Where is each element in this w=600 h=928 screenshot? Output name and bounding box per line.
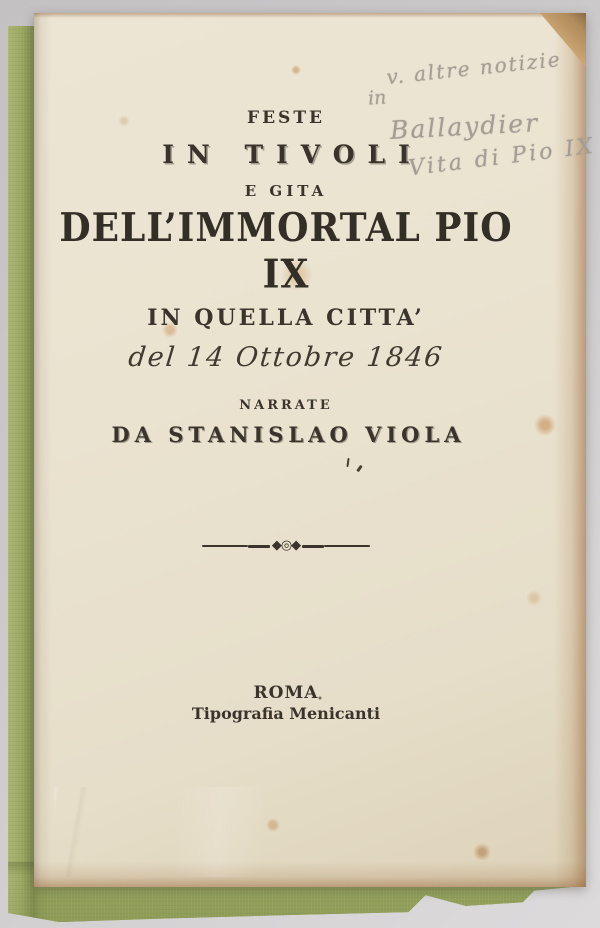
imprint-city: ROMA: [253, 683, 319, 703]
title-narrate: NARRATE: [239, 398, 333, 413]
title-main: DELL’IMMORTAL PIO IX: [59, 204, 513, 298]
title-block: [34, 108, 586, 447]
imprint-printer: Tipografia Menicanti: [191, 704, 381, 723]
title-place: IN TIVOLI: [162, 140, 423, 169]
handwritten-note-line: Vita di Pio IX: [407, 133, 597, 182]
ink-speck: [356, 465, 362, 472]
imprint: [34, 683, 586, 723]
handwritten-note-line: in: [367, 86, 388, 110]
ornament-line: [302, 545, 324, 548]
ornament-line: [248, 545, 270, 548]
title-page: [34, 13, 597, 887]
page-wrinkle-texture: [54, 787, 354, 877]
handwritten-note-line: Ballaydier: [389, 108, 540, 145]
ornament-glyph: ◆◎◆: [271, 538, 301, 553]
ornament-line: [202, 545, 248, 547]
handwritten-note-line: v. altre notizie: [385, 46, 563, 90]
title-date-line: del 14 Ottobre 1846: [126, 342, 446, 373]
ornament-rule: [34, 538, 586, 553]
ornament-line: [324, 545, 370, 547]
title-city-line: IN QUELLA CITTA’: [147, 305, 425, 331]
title-author: DA STANISLAO VIOLA: [111, 422, 466, 447]
title-egita: E GITA: [244, 182, 328, 200]
title-feste: FESTE: [247, 108, 325, 128]
ink-speck: [346, 458, 349, 467]
